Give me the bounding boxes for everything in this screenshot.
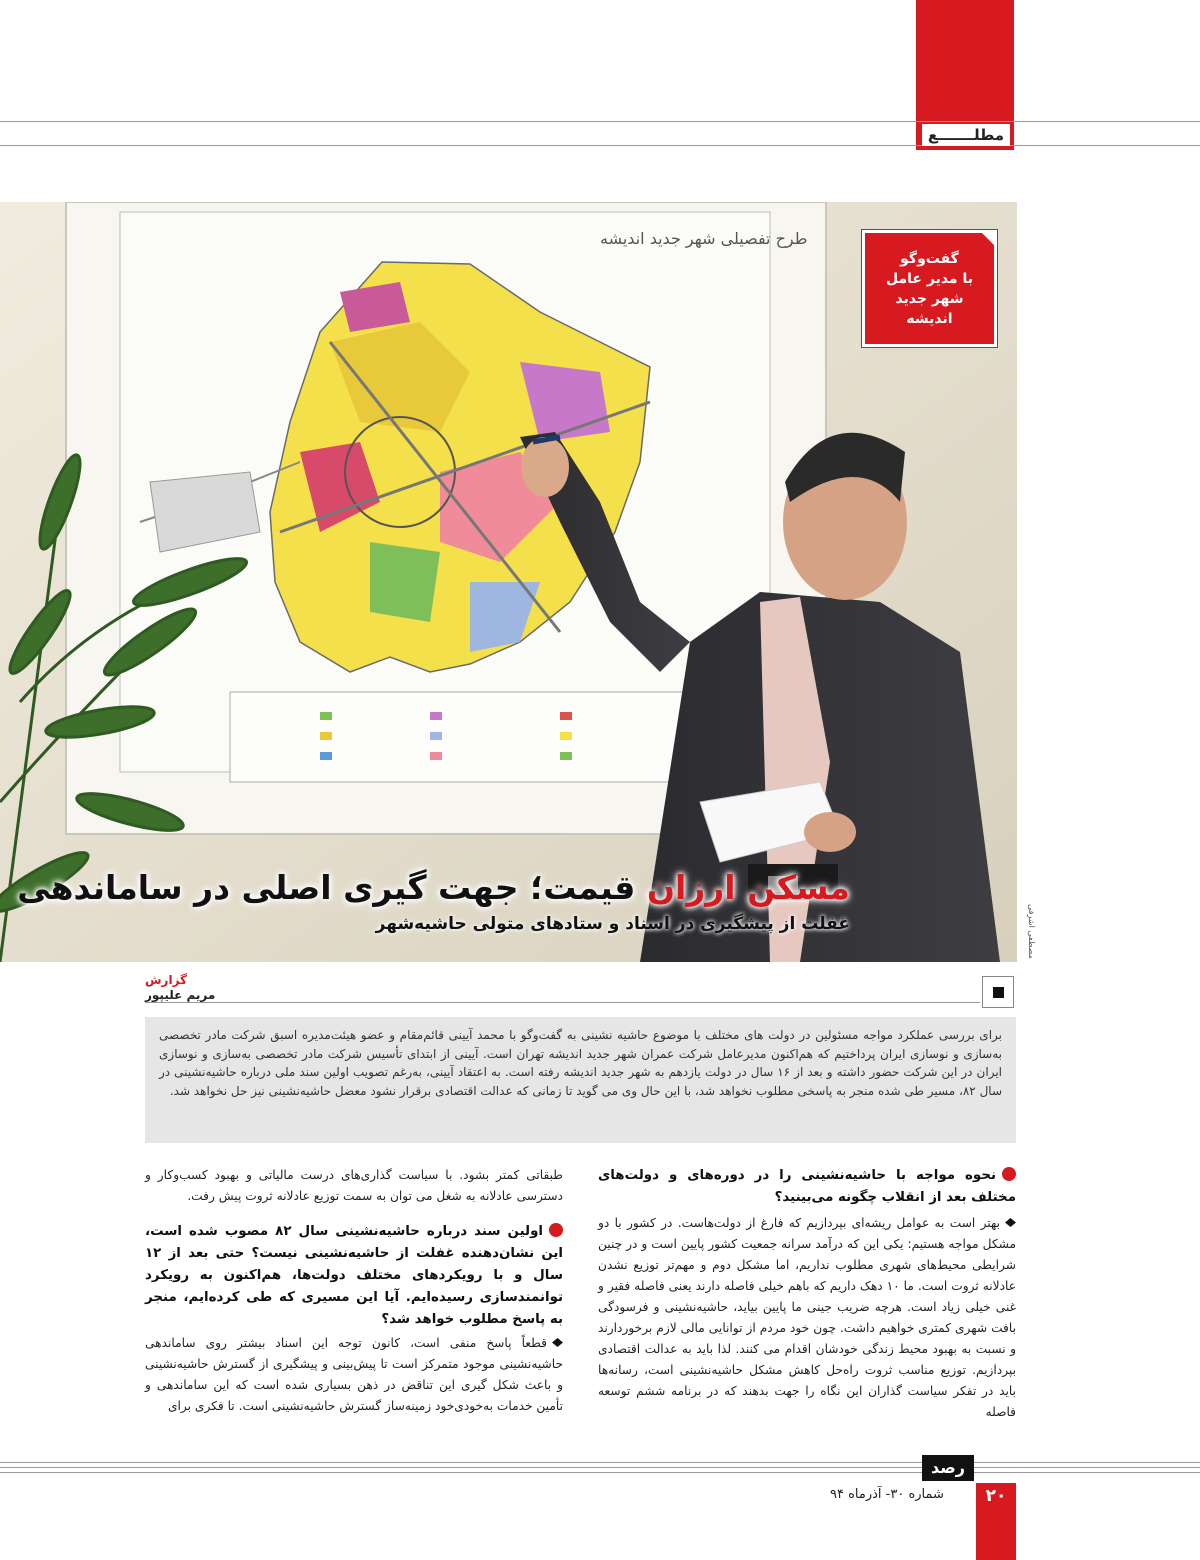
question-block — [598, 1165, 1016, 1209]
paragraph: طبقاتی کمتر بشود. با سیاست گذاری‌های درست مالیاتی و بهبود کسب‌وکار و دسترسی عادلانه به شغل می توان به سمت توزیع عادلانه ثروت پیش رفت. — [145, 1168, 563, 1203]
answer-text: قطعاً پاسخ منفی است، کانون توجه این اسناد بیشتر روی ساماندهی حاشیه‌نشینی موجود متمرکز است تا پیش‌بینی و پیشگیری از گسترش حاشیه‌نشینی و باعث شکل گیری این تناقض در ذهن بسیاری شده است که این ساماندهی و تأمین خدمات به‌خودی‌خود زمینه‌ساز گسترش حاشیه‌نشینی است. تا فکری برای — [145, 1336, 563, 1413]
answer-icon — [1005, 1218, 1016, 1227]
map-title: طرح تفصیلی شهر جدید اندیشه — [600, 229, 808, 248]
article-subtitle: غفلت از پیشگیری در اسناد و ستادهای متولی حاشیه‌شهر — [375, 914, 850, 934]
header-rule — [0, 121, 1200, 122]
interview-line: گفت‌وگو — [900, 251, 959, 267]
interview-badge — [862, 230, 997, 347]
byline-rule — [145, 1002, 980, 1003]
page-number: ۲۰ — [985, 1486, 1007, 1506]
author-name: مریم علیپور — [145, 988, 216, 1002]
column-left — [145, 1165, 563, 1431]
answer-block — [598, 1213, 1016, 1423]
question-text: نحوه مواجه با حاشیه‌نشینی را در دوره‌های و دولت‌های مختلف بعد از انقلاب چگونه می‌بینید؟ — [598, 1168, 1016, 1205]
article-title — [17, 866, 850, 910]
question-text: اولین سند درباره حاشیه‌نشینی سال ۸۲ مصوب شده است، این نشان‌دهنده غفلت از حاشیه‌نشینی نیست؟ حتی بعد از ۱۲ سال و با رویکردهای مختلف دولت‌ها، هم‌اکنون به رویکرد توانمندسازی رسیده‌ایم. آیا این مسیری که طی کرده‌ایم، منجر به پاسخ مطلوب خواهد شد؟ — [145, 1224, 563, 1327]
footer-rule — [0, 1467, 1200, 1468]
corner-fold-icon — [979, 230, 997, 248]
column-right — [598, 1165, 1016, 1437]
interview-line: با مدیر عامل — [886, 271, 973, 287]
footer-rule — [0, 1472, 1200, 1473]
square-bullet-icon — [982, 976, 1014, 1008]
photo-credit: مصطفی اشرفی — [1027, 904, 1036, 959]
issue-info: شماره ۳۰- آذرماه ۹۴ — [830, 1487, 944, 1502]
interview-line: اندیشه — [906, 311, 953, 327]
question-block — [145, 1221, 563, 1331]
answer-block — [145, 1333, 563, 1417]
footer-rule — [0, 1462, 1200, 1463]
question-icon — [1002, 1167, 1016, 1181]
lead-paragraph: برای بررسی عملکرد مواجه مسئولین در دولت های مختلف با موضوع حاشیه نشینی به گفت‌وگو با محمد آیینی قائم‌مقام و عضو هیئت‌مدیره اسبق شرکت مادر تخصصی به‌سازی و نوسازی ایران پرداختیم که هم‌اکنون مدیرعامل شرکت عمران شهر جدید اندیشه تهران است. آیینی از ابتدای تأسیس شرکت مادر تخصصی به‌سازی و نوسازی ایران در این شرکت حضور داشته و بعد از ۱۶ سال در دولت یازدهم به شهر جدید اندیشه رفته است. به اعتقاد آیینی، به‌رغم تصویب اولین سند ملی درباره حاشیه‌نشینی در سال ۸۲، مسیر طی شده منجر به پاسخی مطلوب نخواهد شد، با این حال وی می گوید تا زمانی که عدالت اقتصادی برقرار نشود معضل حاشیه‌نشینی نیز حل نخواهد شد. — [145, 1017, 1016, 1143]
section-label: مطلـــــــع — [922, 124, 1010, 146]
question-icon — [549, 1223, 563, 1237]
answer-text: بهتر است به عوامل ریشه‌ای بپردازیم که فارغ از دولت‌هاست. در کشور با دو مشکل مواجه هستیم: یکی این که درآمد سرانه جمعیت کشور پایین است و در چنین شرایطی محیط‌های شهری مطلوب نداریم، اما مشکل دوم و مهم‌تر توزیع نشدن عادلانه ثروت است. ما ۱۰ دهک داریم که باهم خیلی فاصله دارند یعنی فاصله فقیر و غنی خیلی زیاد است. هرچه ضریب جینی ما پایین بیاید، حاشیه‌نشینی و فرسودگی بافت شهری کمتری خواهیم داشت. چون خود مردم از توانایی مالی لازم برخوردارند و نسبت به بهبود محیط زندگی خودشان اقدام می کنند. لذا باید به عدالت اقتصادی بپردازیم. توزیع مناسب ثروت راه‌حل کاهش مشکل حاشیه‌نشینی است، رسانه‌ها باید در تفکر سیاست گذاران این نگاه را جهت بدهند که در برنامه ششم توسعه فاصله — [598, 1216, 1016, 1419]
header-rule-bottom — [0, 145, 1200, 146]
title-rest: قیمت؛ جهت گیری اصلی در ساماندهی — [17, 868, 647, 907]
interview-line: شهر جدید — [895, 291, 964, 307]
article-type: گزارش — [145, 973, 188, 987]
title-highlight: مسکن ارزان — [646, 868, 850, 907]
magazine-logo: رصد — [922, 1455, 974, 1481]
answer-icon — [552, 1338, 563, 1347]
